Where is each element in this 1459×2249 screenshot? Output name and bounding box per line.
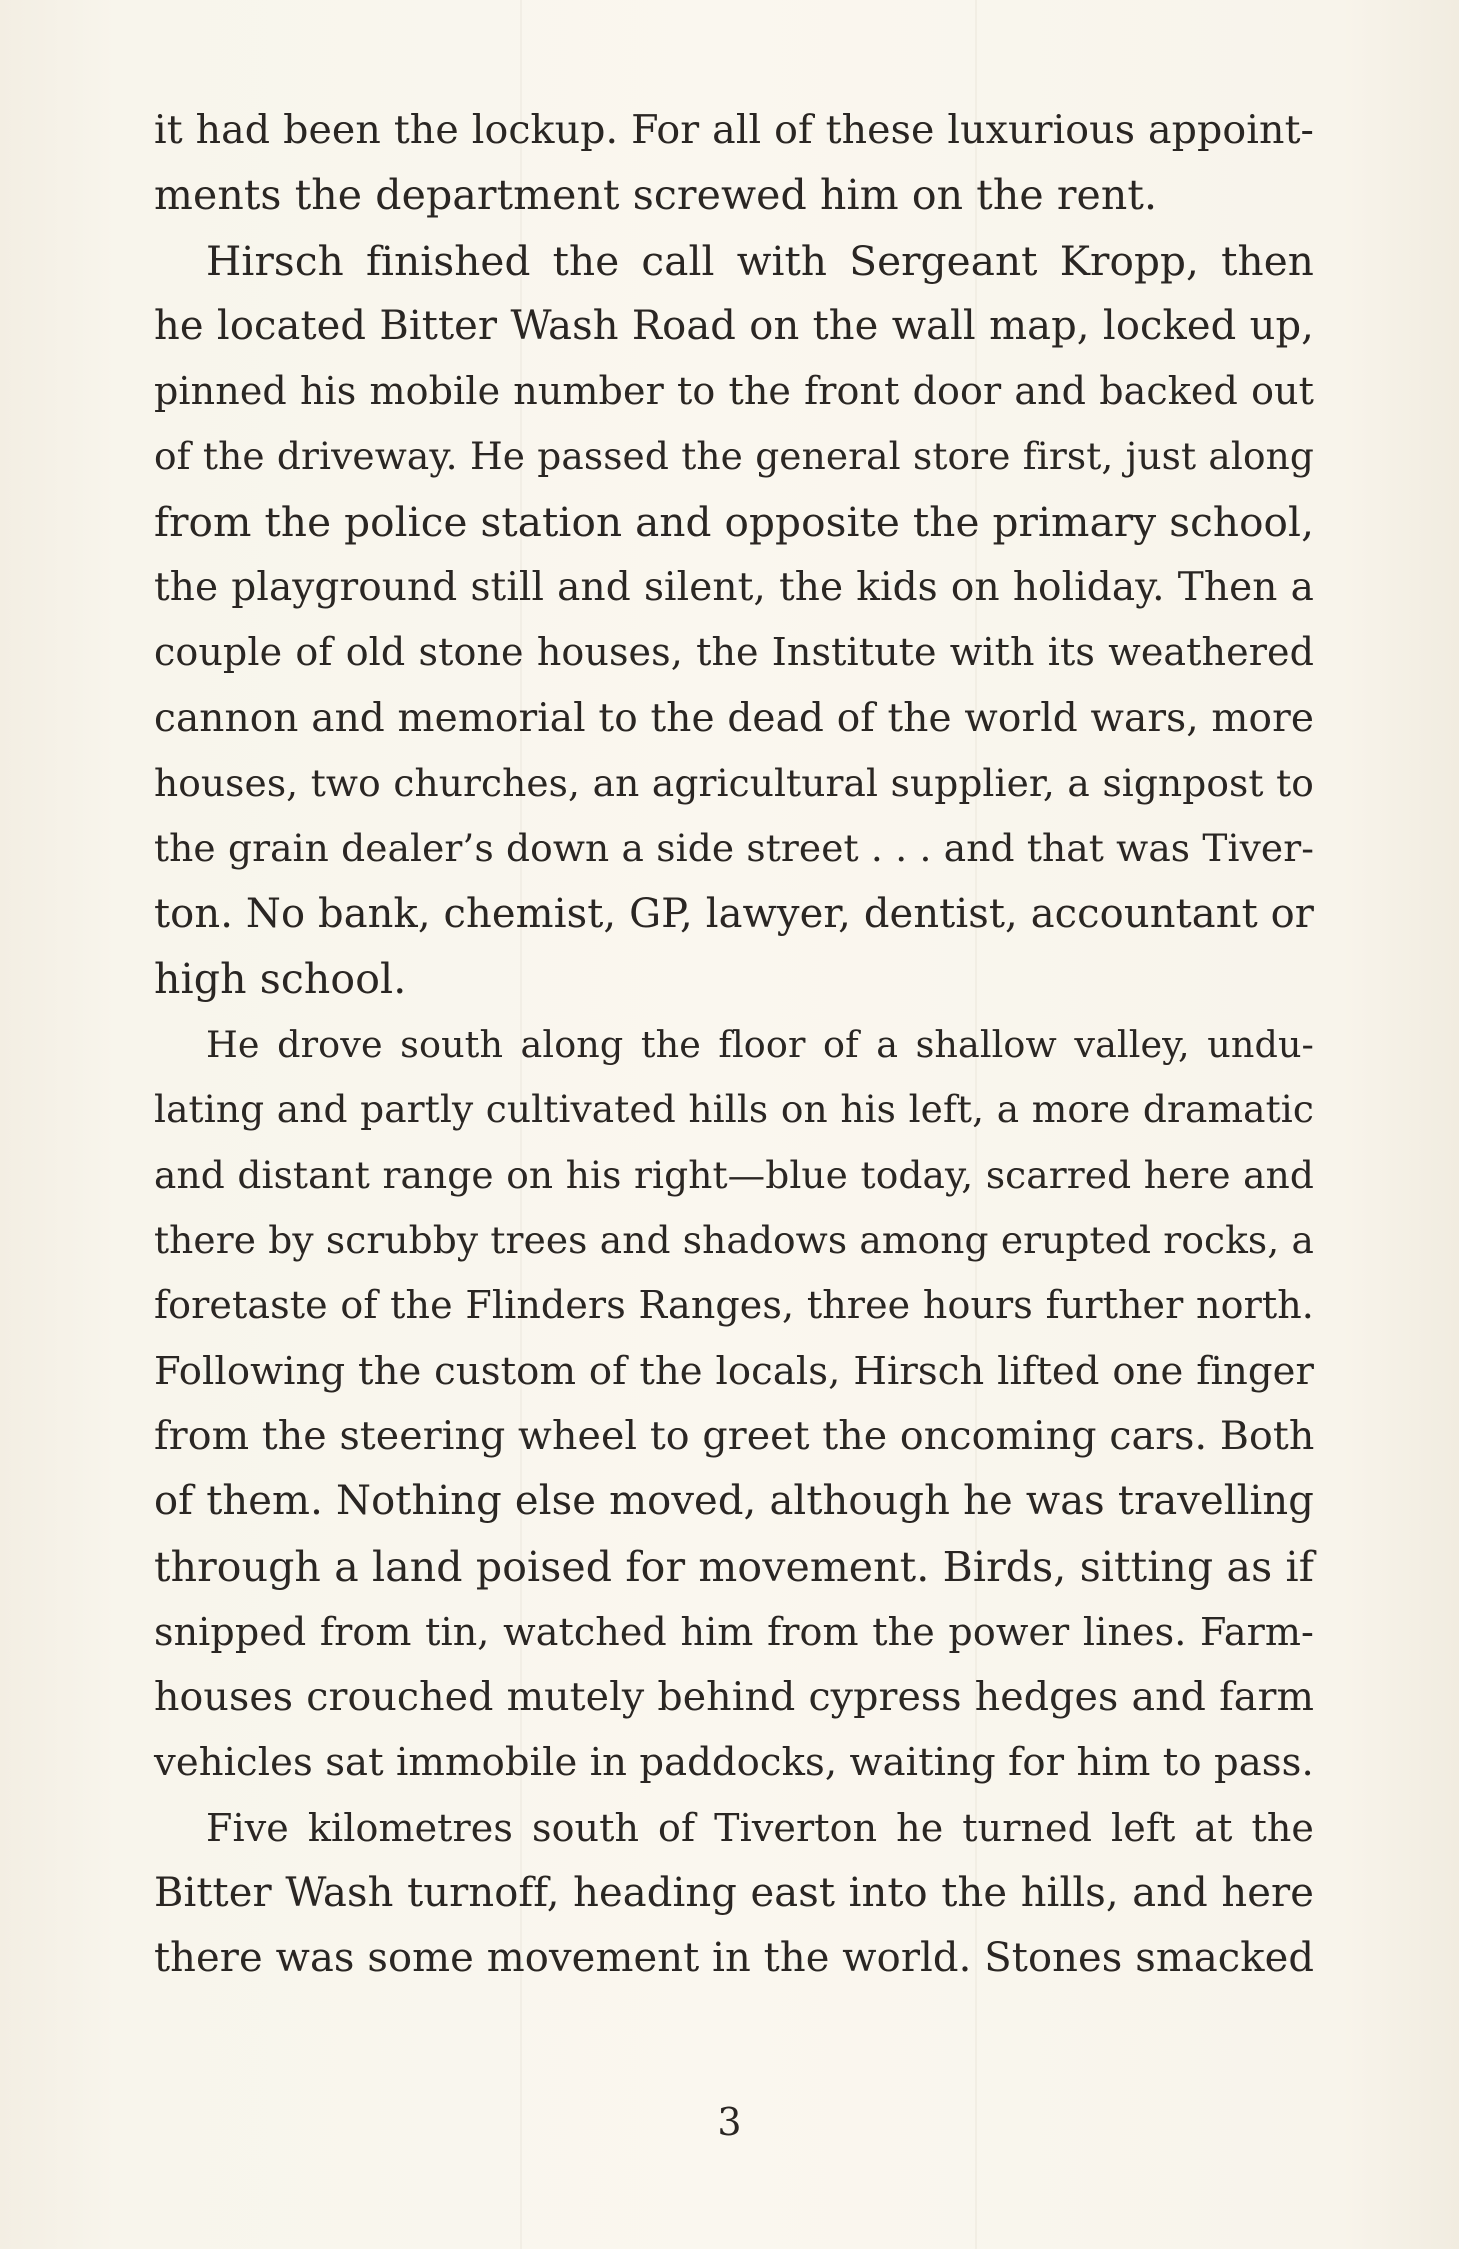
- text-line: he located Bitter Wash Road on the wall map, locked up,: [154, 302, 1314, 349]
- paragraph: [154, 1796, 1314, 1992]
- text-line: ton. No bank, chemist, GP, lawyer, dentist, accountant or: [154, 890, 1314, 937]
- text-line: there by scrubby trees and shadows among erupted rocks, a: [154, 1218, 1314, 1263]
- text-line: from the police station and opposite the primary school,: [154, 497, 1315, 546]
- text-line: houses crouched mutely behind cypress hedges and farm: [154, 1674, 1314, 1721]
- text-line: high school.: [154, 954, 407, 1003]
- text-line: couple of old stone houses, the Institute with its weathered: [154, 630, 1314, 675]
- text-line: and distant range on his right—blue today, scarred here and: [154, 1152, 1314, 1197]
- text-line: lating and partly cultivated hills on his left, a more dramatic: [154, 1087, 1314, 1132]
- text-line: vehicles sat immobile in paddocks, waiting for him to pass.: [154, 1740, 1314, 1786]
- text-line: snipped from tin, watched him from the power lines. Farm-: [154, 1609, 1314, 1654]
- text-line: houses, two churches, an agricultural supplier, a signpost to: [154, 760, 1314, 805]
- paragraph: [154, 98, 1314, 229]
- text-line: the grain dealer’s down a side street . . . and that was Tiver-: [154, 826, 1314, 871]
- text-line: Following the custom of the locals, Hirsch lifted one finger: [154, 1348, 1314, 1394]
- text-line: pinned his mobile number to the front door and backed out: [154, 369, 1314, 414]
- text-line: of the driveway. He passed the general store first, just along: [154, 434, 1314, 479]
- text-line: foretaste of the Flinders Ranges, three hours further north.: [154, 1283, 1314, 1328]
- body-text: [154, 98, 1314, 1992]
- text-line: the playground still and silent, the kids on holiday. Then a: [154, 565, 1314, 611]
- paragraph: [154, 229, 1314, 1013]
- text-line: ments the department screwed him on the rent.: [154, 171, 1158, 220]
- text-line: Five kilometres south of Tiverton he turned left at the: [206, 1805, 1314, 1850]
- text-line: it had been the lockup. For all of these luxurious appoint-: [154, 107, 1314, 153]
- paragraph: [154, 1012, 1314, 1796]
- text-line: Bitter Wash turnoff, heading east into the hills, and here: [154, 1870, 1314, 1917]
- text-line: through a land poised for movement. Birds, sitting as if: [154, 1542, 1314, 1591]
- text-line: from the steering wheel to greet the oncoming cars. Both: [154, 1412, 1315, 1459]
- page-number: 3: [717, 2100, 742, 2144]
- text-line: there was some movement in the world. Stones smacked: [154, 1935, 1315, 1982]
- text-line: Hirsch finished the call with Sergeant Kropp, then: [206, 236, 1314, 285]
- text-line: of them. Nothing else moved, although he was travelling: [154, 1478, 1314, 1525]
- text-line: He drove south along the floor of a shallow valley, undu-: [206, 1023, 1314, 1067]
- text-line: cannon and memorial to the dead of the world wars, more: [154, 695, 1314, 741]
